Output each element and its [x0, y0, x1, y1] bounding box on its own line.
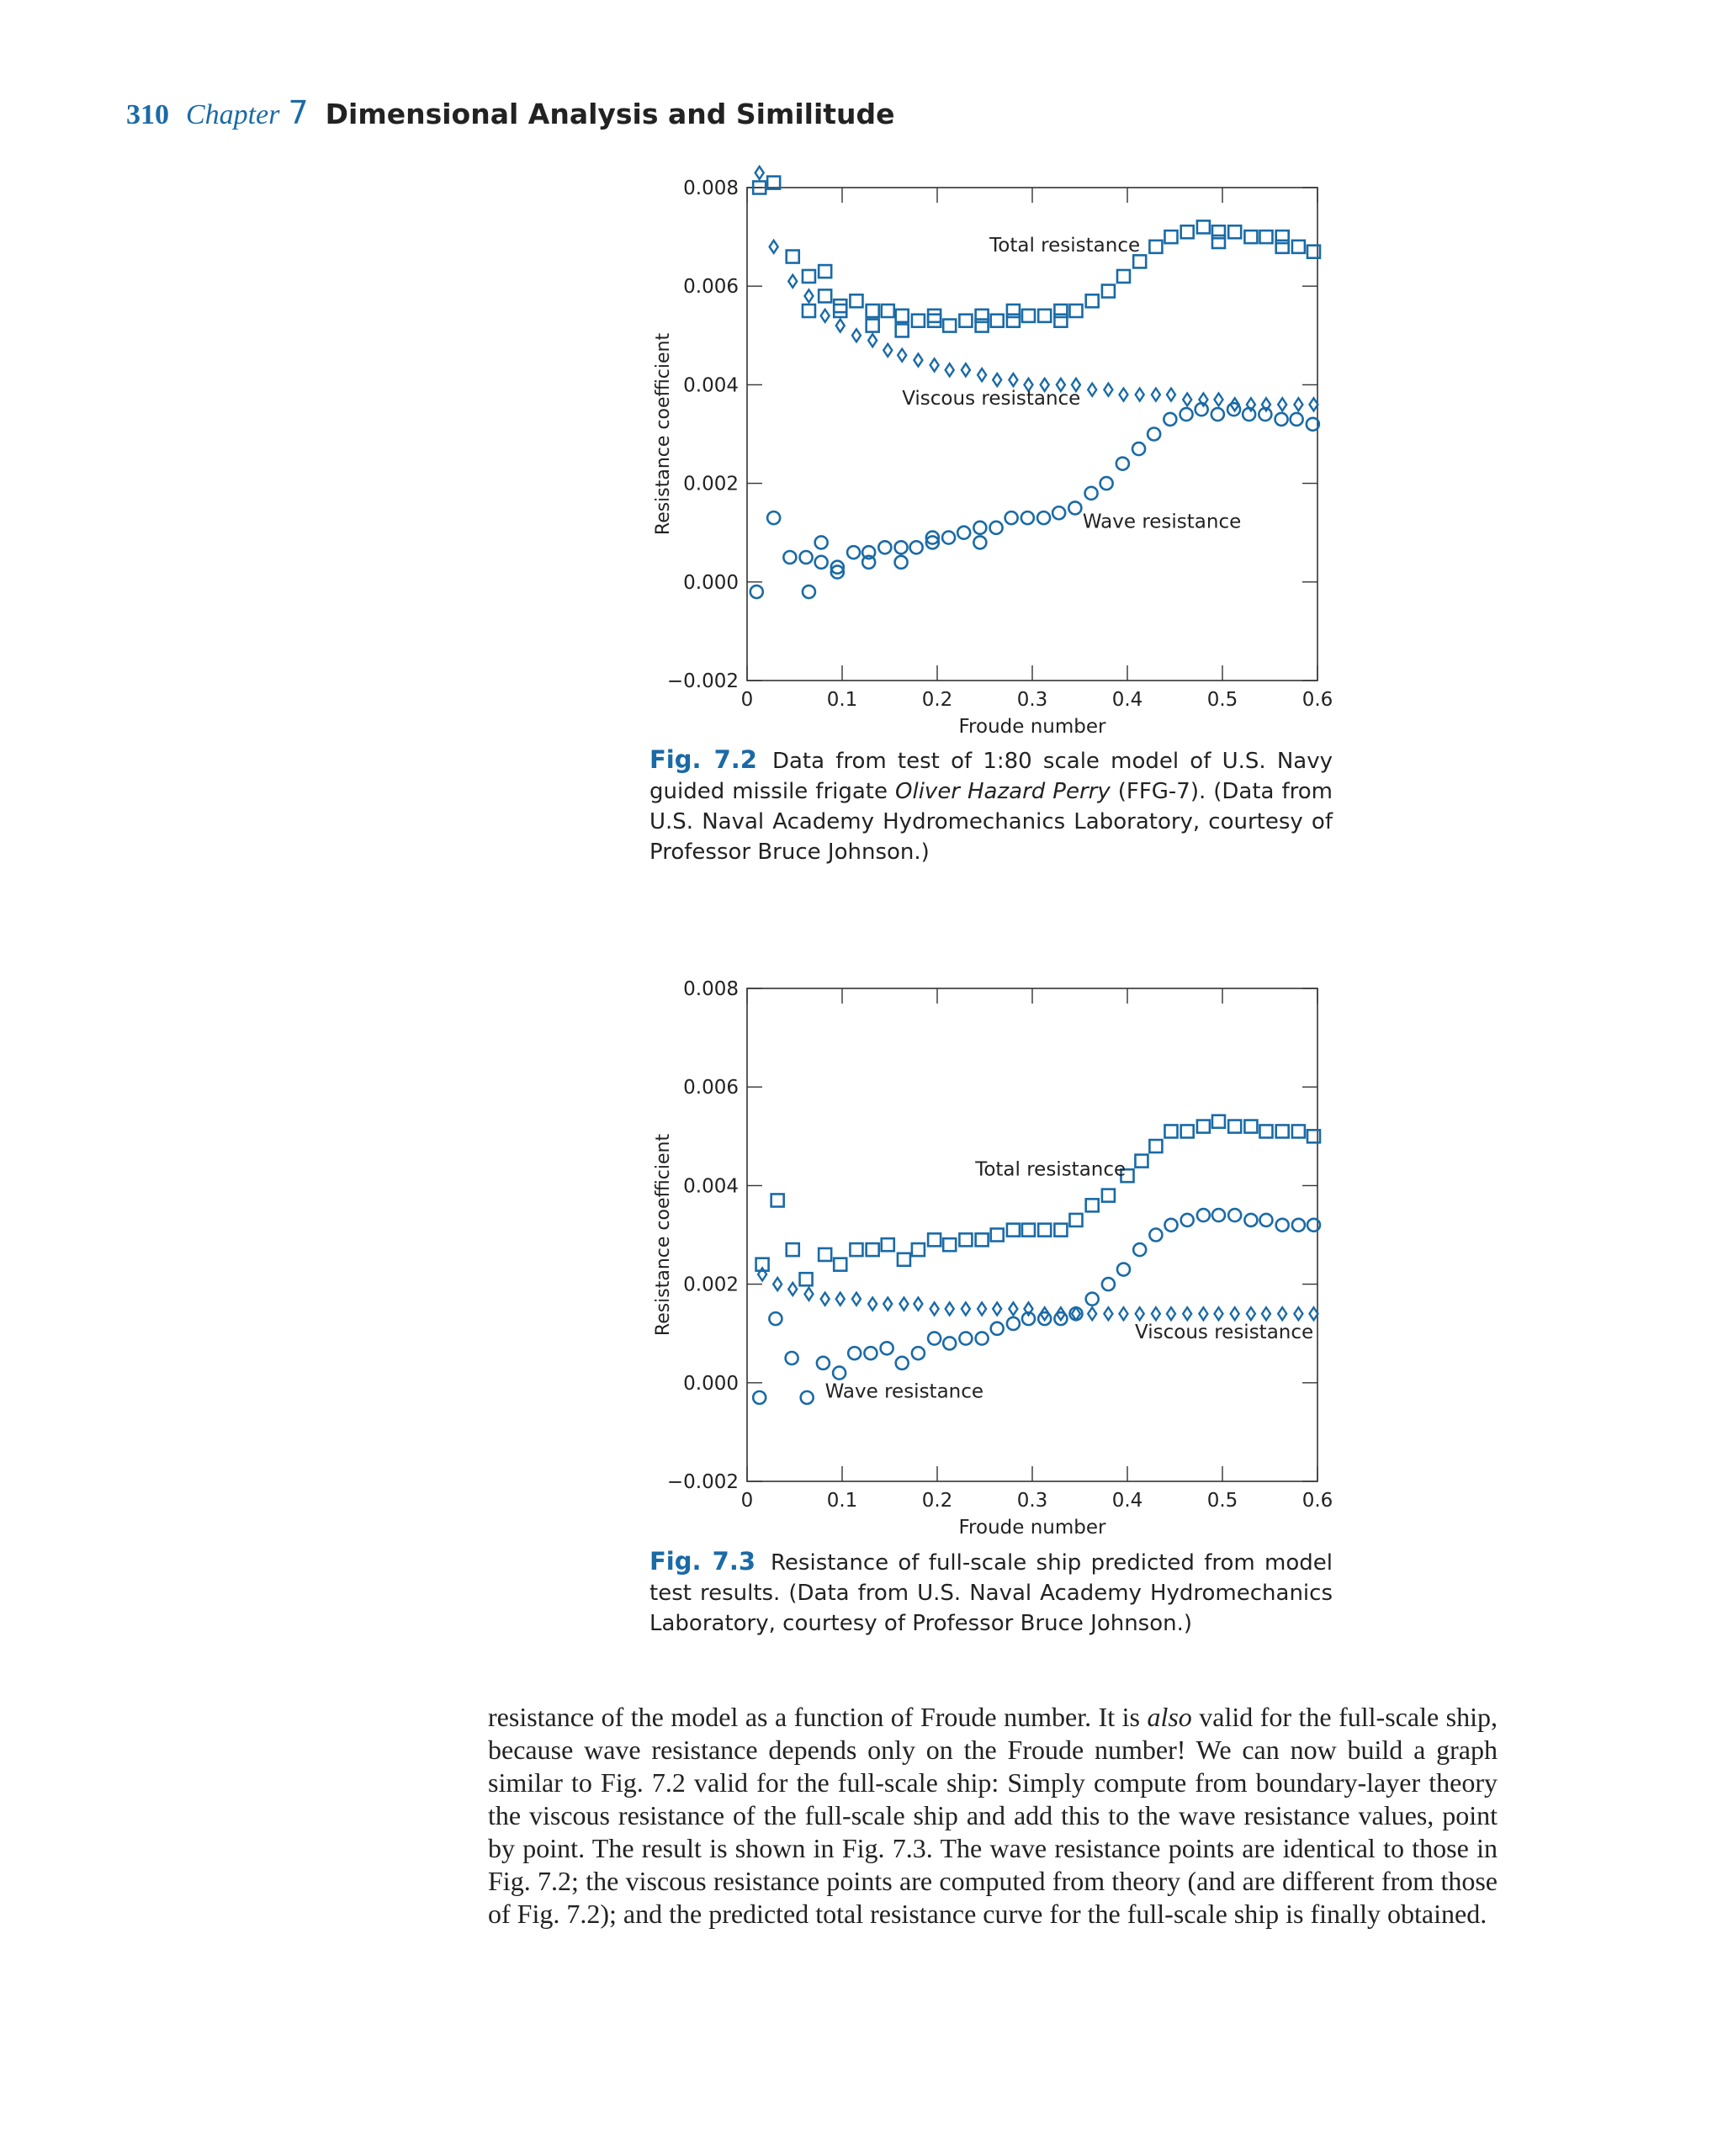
series-annotation: Viscous resistance — [902, 387, 1081, 410]
viscous-resistance-point — [978, 368, 986, 381]
viscous-resistance-point — [993, 1302, 1001, 1315]
total-resistance-point — [976, 1233, 989, 1246]
total-resistance-point — [803, 305, 815, 317]
viscous-resistance-point — [1247, 1307, 1255, 1320]
series-annotation: Total resistance — [989, 235, 1141, 257]
viscous-resistance-point — [1309, 1307, 1317, 1320]
total-resistance-point — [1259, 230, 1272, 243]
total-resistance-point — [1117, 270, 1130, 283]
total-resistance-point — [819, 289, 831, 302]
chapter-label: Chapter — [186, 99, 280, 130]
viscous-resistance-point — [1009, 373, 1017, 386]
viscous-resistance-point — [1152, 1307, 1160, 1320]
total-resistance-point — [898, 1253, 910, 1266]
x-tick-label: 0.2 — [921, 1490, 953, 1512]
ship-name: Oliver Hazard Perry — [895, 779, 1111, 804]
wave-resistance-point — [769, 1312, 782, 1325]
viscous-resistance-point — [1167, 389, 1175, 401]
viscous-resistance-point — [788, 275, 797, 288]
viscous-resistance-point — [1214, 393, 1222, 405]
total-resistance-point — [1197, 220, 1210, 233]
y-tick-label: 0.000 — [683, 1372, 739, 1395]
total-resistance-point — [928, 315, 941, 327]
page-number: 310 — [126, 99, 169, 130]
viscous-resistance-point — [1309, 398, 1317, 411]
total-resistance-point — [1149, 241, 1162, 253]
viscous-resistance-point — [852, 1293, 861, 1306]
total-resistance-point — [1038, 310, 1051, 322]
total-resistance-point — [1259, 1125, 1272, 1137]
wave-resistance-point — [1181, 1214, 1194, 1226]
total-resistance-point — [991, 1229, 1004, 1242]
total-resistance-point — [912, 1243, 925, 1256]
figure-label: Fig. 7.3 — [649, 1547, 756, 1576]
viscous-resistance-point — [1119, 1307, 1127, 1320]
total-resistance-point — [1135, 1155, 1148, 1168]
total-resistance-point — [1086, 294, 1099, 307]
wave-resistance-point — [1276, 1219, 1289, 1232]
viscous-resistance-point — [755, 167, 764, 179]
total-resistance-point — [787, 1243, 799, 1256]
x-tick-label: 0 — [740, 1490, 754, 1512]
total-resistance-point — [896, 324, 909, 336]
wave-resistance-point — [1102, 1278, 1115, 1290]
viscous-resistance-point — [914, 354, 922, 367]
viscous-resistance-point — [836, 320, 845, 332]
viscous-resistance-point — [1183, 1307, 1191, 1320]
x-tick-label: 0.4 — [1111, 1490, 1143, 1512]
wave-resistance-point — [1133, 1243, 1146, 1256]
total-resistance-point — [912, 315, 925, 327]
viscous-resistance-point — [993, 373, 1001, 386]
viscous-resistance-point — [1294, 398, 1302, 411]
series-annotation: Total resistance — [975, 1158, 1127, 1181]
figure-7-2-caption — [649, 744, 1333, 867]
viscous-resistance-point — [788, 1283, 797, 1295]
total-resistance-point — [834, 299, 846, 312]
viscous-resistance-point — [1088, 384, 1096, 396]
total-resistance-point — [1181, 1125, 1194, 1137]
wave-resistance-point — [1148, 428, 1160, 441]
caption-text: (FFG-7). (Data from U.S. Naval Academy Hydromechanics Laboratory, courtesy of Professor Bruce Johnson.) — [649, 779, 1333, 865]
viscous-resistance-point — [946, 1302, 954, 1315]
total-resistance-point — [1102, 285, 1115, 298]
viscous-resistance-point — [883, 344, 892, 357]
total-resistance-point — [1022, 1224, 1035, 1237]
wave-resistance-point — [942, 532, 955, 544]
viscous-resistance-point — [1278, 398, 1286, 411]
x-tick-label: 0.6 — [1302, 689, 1333, 711]
viscous-resistance-point — [868, 334, 877, 347]
total-resistance-point — [928, 310, 941, 322]
wave-resistance-point — [1037, 511, 1050, 524]
total-resistance-point — [1054, 1224, 1067, 1237]
total-resistance-point — [850, 1243, 862, 1256]
y-tick-label: 0.006 — [683, 1077, 739, 1099]
wave-resistance-point — [1180, 408, 1193, 421]
total-resistance-point — [1244, 1120, 1257, 1133]
wave-resistance-point — [1052, 506, 1065, 519]
wave-resistance-point — [1005, 511, 1018, 524]
wave-resistance-point — [1275, 413, 1288, 426]
wave-resistance-point — [895, 541, 908, 554]
total-resistance-point — [834, 305, 846, 317]
y-tick-label: 0.004 — [683, 374, 739, 397]
viscous-resistance-point — [821, 310, 830, 322]
total-resistance-point — [943, 1238, 956, 1251]
caption-text: Data from test of 1:80 scale model of U.S. Navy guided missile frigate — [649, 749, 1333, 804]
viscous-resistance-point — [1104, 384, 1112, 396]
wave-resistance-point — [753, 1391, 766, 1404]
series-annotation: Viscous resistance — [1135, 1322, 1314, 1344]
wave-resistance-point — [1021, 511, 1034, 524]
total-resistance-point — [803, 270, 815, 283]
total-resistance-point — [1244, 230, 1257, 243]
series-annotation: Wave resistance — [824, 1380, 984, 1403]
total-resistance-point — [850, 294, 862, 307]
plot-frame — [747, 988, 1317, 1481]
total-resistance-point — [1164, 1125, 1177, 1137]
wave-resistance-point — [750, 585, 763, 598]
viscous-resistance-point — [1231, 1307, 1239, 1320]
x-tick-label: 0.6 — [1302, 1490, 1333, 1512]
wave-resistance-point — [801, 1391, 814, 1404]
plot-frame — [747, 188, 1317, 681]
x-tick-label: 0 — [740, 689, 754, 711]
y-axis-label: Resistance coefficient — [653, 332, 674, 536]
y-tick-label: 0.004 — [683, 1175, 739, 1198]
total-resistance-point — [928, 1233, 941, 1246]
viscous-resistance-point — [1262, 1307, 1270, 1320]
total-resistance-point — [959, 1233, 972, 1246]
wave-resistance-point — [973, 536, 986, 548]
total-resistance-point — [882, 1238, 894, 1251]
wave-resistance-point — [1292, 1219, 1305, 1232]
total-resistance-point — [1069, 1214, 1082, 1226]
x-axis-label: Froude number — [958, 1517, 1106, 1539]
viscous-resistance-point — [1214, 1307, 1222, 1320]
wave-resistance-point — [800, 551, 813, 564]
figure-7-3-caption — [649, 1546, 1333, 1639]
viscous-resistance-point — [1199, 1307, 1207, 1320]
wave-resistance-point — [847, 546, 860, 559]
viscous-resistance-point — [962, 363, 970, 376]
viscous-resistance-point — [914, 1298, 922, 1311]
wave-resistance-point — [928, 1332, 941, 1345]
wave-resistance-point — [910, 541, 923, 554]
viscous-resistance-point — [1104, 1307, 1112, 1320]
wave-resistance-point — [815, 536, 828, 548]
x-tick-label: 0.1 — [826, 1490, 858, 1512]
y-tick-label: −0.002 — [666, 670, 739, 692]
wave-resistance-point — [878, 541, 891, 554]
total-resistance-point — [1292, 241, 1305, 253]
wave-resistance-point — [1259, 1214, 1272, 1226]
viscous-resistance-point — [898, 349, 906, 362]
viscous-resistance-point — [978, 1302, 986, 1315]
total-resistance-point — [1149, 1140, 1162, 1152]
caption-text: Resistance of full-scale ship predicted from model test results. (Data from U.S. Naval Academy Hydromechanics Laboratory, courtesy of Professor Bruce Johnson.) — [649, 1550, 1333, 1636]
chapter-title: Dimensional Analysis and Similitude — [325, 98, 895, 130]
figure-label: Fig. 7.2 — [649, 745, 757, 774]
chapter-number: 7 — [288, 94, 309, 131]
wave-resistance-point — [1068, 501, 1081, 514]
viscous-resistance-point — [836, 1293, 845, 1306]
wave-resistance-point — [1195, 403, 1208, 416]
viscous-resistance-point — [899, 1298, 908, 1311]
total-resistance-point — [1228, 1120, 1241, 1133]
wave-resistance-point — [1149, 1229, 1162, 1242]
viscous-resistance-point — [1294, 1307, 1302, 1320]
total-resistance-point — [771, 1194, 784, 1206]
wave-resistance-point — [1007, 1317, 1020, 1330]
total-resistance-point — [1181, 225, 1194, 238]
y-tick-label: −0.002 — [666, 1471, 739, 1493]
total-resistance-point — [834, 1258, 846, 1271]
total-resistance-point — [1197, 1120, 1210, 1133]
figure-7-2-chart — [639, 164, 1371, 744]
total-resistance-point — [1276, 1125, 1289, 1137]
wave-resistance-point — [767, 511, 780, 524]
total-resistance-point — [1038, 1224, 1051, 1237]
total-resistance-point — [896, 310, 909, 322]
viscous-resistance-point — [883, 1298, 892, 1311]
total-resistance-point — [867, 305, 879, 317]
wave-resistance-point — [1164, 413, 1176, 426]
wave-resistance-point — [1212, 1209, 1225, 1221]
viscous-resistance-point — [804, 289, 813, 302]
total-resistance-point — [800, 1273, 813, 1285]
viscous-resistance-point — [868, 1298, 877, 1311]
viscous-resistance-point — [852, 329, 861, 342]
wave-resistance-point — [1197, 1209, 1210, 1221]
total-resistance-point — [1086, 1199, 1099, 1211]
wave-resistance-point — [957, 527, 970, 539]
viscous-resistance-point — [1167, 1307, 1175, 1320]
wave-resistance-point — [1116, 458, 1129, 470]
x-tick-label: 0.4 — [1111, 689, 1143, 711]
wave-resistance-point — [803, 585, 815, 598]
wave-resistance-point — [943, 1337, 956, 1349]
wave-resistance-point — [881, 1342, 893, 1354]
viscous-resistance-point — [770, 241, 778, 253]
body-emphasis: also — [1147, 1702, 1192, 1732]
total-resistance-point — [819, 1248, 831, 1261]
viscous-resistance-point — [946, 363, 954, 376]
total-resistance-point — [1069, 305, 1082, 317]
y-axis-label: Resistance coefficient — [653, 1133, 674, 1337]
total-resistance-point — [1022, 310, 1035, 322]
wave-resistance-point — [973, 522, 986, 534]
total-resistance-point — [1212, 1115, 1225, 1128]
viscous-resistance-point — [962, 1302, 970, 1315]
figure-7-3-chart — [639, 965, 1371, 1545]
x-axis-label: Froude number — [958, 716, 1106, 738]
viscous-resistance-point — [804, 1288, 813, 1300]
wave-resistance-point — [912, 1347, 925, 1359]
total-resistance-point — [943, 320, 956, 332]
body-text-part: valid for the full-scale ship, because wave resistance depends only on the Froude number! We can now build a graph similar to Fig. 7.2 valid for the full-scale ship: Simply compute from boundary-layer theory the viscous resistance of the full-scale ship and add this to the wave resistance values, point by point. The result is shown in Fig. 7.3. The wave resistance points are identical to those in Fig. 7.2; the viscous resistance points are computed from theory (and are different from those of Fig. 7.2); and the predicted total resistance curve for the full-scale ship is finally obtained. — [488, 1702, 1498, 1929]
x-tick-label: 0.3 — [1016, 689, 1048, 711]
viscous-resistance-point — [1136, 389, 1144, 401]
total-resistance-point — [1007, 1224, 1020, 1237]
total-resistance-point — [1292, 1125, 1305, 1137]
y-tick-label: 0.002 — [683, 1274, 739, 1296]
total-resistance-point — [1228, 225, 1241, 238]
total-resistance-point — [991, 315, 1004, 327]
y-tick-label: 0.002 — [683, 473, 739, 495]
wave-resistance-point — [815, 556, 828, 569]
wave-resistance-point — [991, 1322, 1004, 1335]
wave-resistance-point — [1243, 408, 1255, 421]
x-tick-label: 0.3 — [1016, 1490, 1048, 1512]
wave-resistance-point — [896, 1357, 909, 1369]
wave-resistance-point — [1085, 487, 1098, 500]
total-resistance-point — [1133, 255, 1146, 268]
wave-resistance-point — [783, 551, 796, 564]
wave-resistance-point — [848, 1347, 861, 1359]
x-tick-label: 0.1 — [826, 689, 858, 711]
body-paragraph — [488, 1701, 1498, 1931]
wave-resistance-point — [1211, 408, 1224, 421]
y-tick-label: 0.000 — [683, 571, 739, 594]
wave-resistance-point — [1291, 413, 1303, 426]
total-resistance-point — [1164, 230, 1177, 243]
total-resistance-point — [1102, 1189, 1115, 1202]
viscous-resistance-point — [773, 1278, 782, 1290]
total-resistance-point — [882, 305, 894, 317]
wave-resistance-point — [1164, 1219, 1177, 1232]
wave-resistance-point — [976, 1332, 989, 1345]
body-text-part: resistance of the model as a function of Froude number. It is — [488, 1702, 1148, 1732]
wave-resistance-point — [1086, 1293, 1099, 1306]
y-tick-label: 0.008 — [683, 177, 739, 199]
x-tick-label: 0.5 — [1206, 689, 1238, 711]
total-resistance-point — [867, 320, 879, 332]
wave-resistance-point — [833, 1367, 846, 1380]
wave-resistance-point — [1117, 1263, 1130, 1276]
wave-resistance-point — [895, 556, 908, 569]
total-resistance-point — [867, 1243, 879, 1256]
total-resistance-point — [819, 265, 831, 278]
wave-resistance-point — [990, 522, 1003, 534]
viscous-resistance-point — [930, 358, 939, 371]
wave-resistance-point — [1228, 1209, 1241, 1221]
viscous-resistance-point — [1183, 393, 1191, 405]
viscous-resistance-point — [1119, 389, 1127, 401]
wave-resistance-point — [817, 1357, 830, 1369]
viscous-resistance-point — [1136, 1307, 1144, 1320]
wave-resistance-point — [1244, 1214, 1257, 1226]
viscous-resistance-point — [1009, 1302, 1017, 1315]
viscous-resistance-point — [930, 1302, 939, 1315]
series-annotation: Wave resistance — [1082, 511, 1242, 533]
viscous-resistance-point — [1278, 1307, 1286, 1320]
wave-resistance-point — [786, 1352, 798, 1364]
viscous-resistance-point — [1152, 389, 1160, 401]
x-tick-label: 0.2 — [921, 689, 953, 711]
wave-resistance-point — [1132, 442, 1145, 455]
viscous-resistance-point — [821, 1293, 830, 1306]
total-resistance-point — [787, 251, 799, 263]
viscous-resistance-point — [1088, 1307, 1096, 1320]
y-tick-label: 0.006 — [683, 276, 739, 299]
total-resistance-point — [959, 315, 972, 327]
wave-resistance-point — [864, 1347, 877, 1359]
wave-resistance-point — [959, 1332, 972, 1345]
x-tick-label: 0.5 — [1206, 1490, 1238, 1512]
y-tick-label: 0.008 — [683, 978, 739, 1000]
page-header — [126, 94, 895, 141]
wave-resistance-point — [1100, 477, 1113, 490]
